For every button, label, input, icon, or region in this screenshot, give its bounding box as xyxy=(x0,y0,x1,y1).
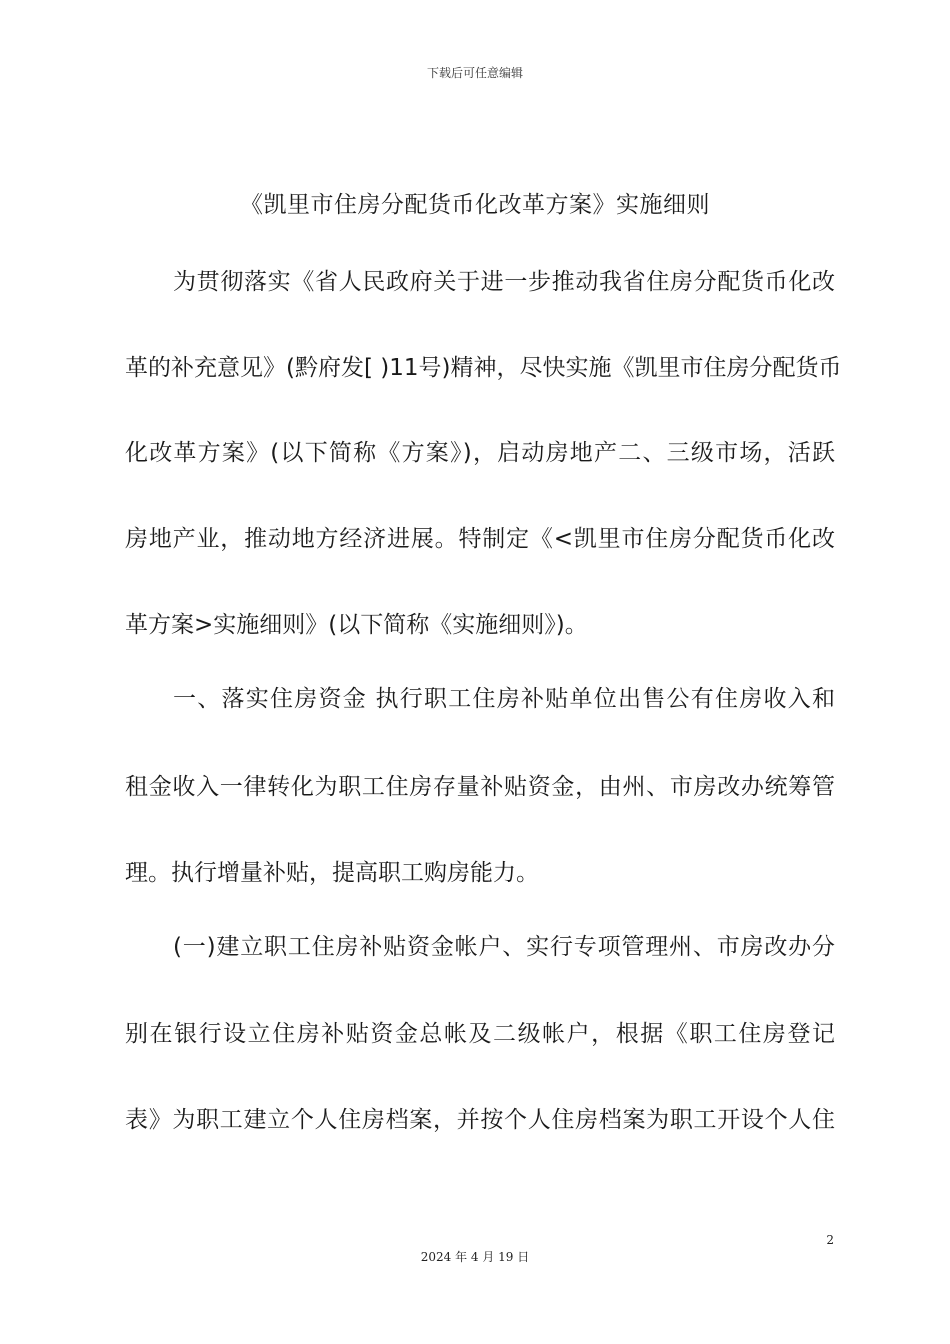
header-note: 下载后可任意编辑 xyxy=(426,66,523,80)
paragraph-line: 一、落实住房资金 执行职工住房补贴单位出售公有住房收入和 xyxy=(173,686,835,712)
paragraph-line: 别在银行设立住房补贴资金总帐及二级帐户，根据《职工住房登记 xyxy=(125,1021,835,1047)
paragraph-line: (一)建立职工住房补贴资金帐户、实行专项管理州、市房改办分 xyxy=(173,934,835,960)
paragraph-line: 革方案>实施细则》(以下简称《实施细则》)。 xyxy=(125,612,588,638)
paragraph-line: 理。执行增量补贴，提高职工购房能力。 xyxy=(125,860,539,886)
page-number: 2 xyxy=(826,1233,834,1247)
paragraph-line: 化改革方案》(以下简称《方案》)，启动房地产二、三级市场，活跃 xyxy=(125,440,835,466)
paragraph-line: 租金收入一律转化为职工住房存量补贴资金，由州、市房改办统筹管 xyxy=(125,774,835,800)
document-title: 《凯里市住房分配货币化改革方案》实施细则 xyxy=(240,192,710,218)
footer-date: 2024 年 4 月 19 日 xyxy=(420,1250,530,1264)
paragraph-line: 表》为职工建立个人住房档案，并按个人住房档案为职工开设个人住 xyxy=(125,1107,835,1133)
paragraph-line: 为贯彻落实《省人民政府关于进一步推动我省住房分配货币化改 xyxy=(173,269,835,295)
paragraph-line: 革的补充意见》(黔府发[ )11号)精神，尽快实施《凯里市住房分配货币 xyxy=(125,355,842,381)
paragraph-line: 房地产业，推动地方经济进展。特制定《<凯里市住房分配货币化改 xyxy=(125,526,835,552)
